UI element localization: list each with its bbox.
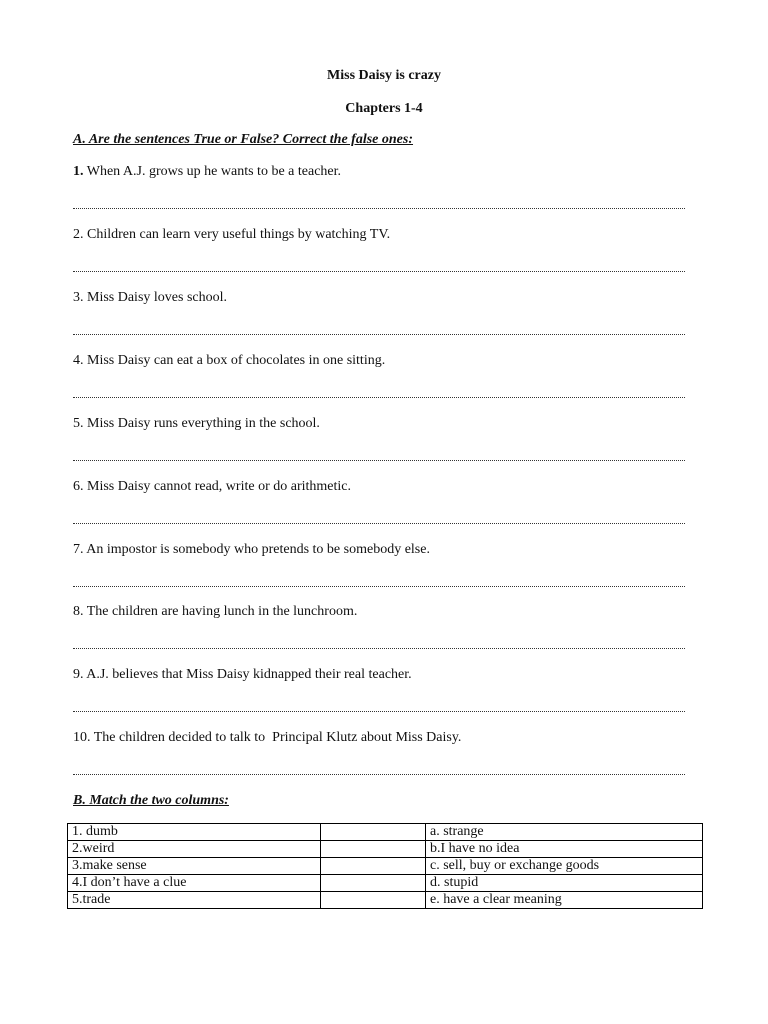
match-term: 4.I don’t have a clue (68, 875, 321, 892)
answer-line-8[interactable] (73, 648, 685, 649)
match-term: 2.weird (68, 841, 321, 858)
table-row (68, 824, 703, 841)
question-1 (73, 164, 341, 180)
question-3 (73, 290, 227, 306)
match-answer-cell[interactable] (321, 858, 426, 875)
match-definition: e. have a clear meaning (426, 892, 703, 909)
question-text: When A.J. grows up he wants to be a teacher. (83, 164, 342, 179)
question-6 (73, 479, 351, 495)
match-definition: c. sell, buy or exchange goods (426, 858, 703, 875)
question-number: 10. (73, 730, 91, 745)
match-answer-cell[interactable] (321, 824, 426, 841)
match-definition: b.I have no idea (426, 841, 703, 858)
table-row (68, 858, 703, 875)
question-2 (73, 227, 390, 243)
question-number: 7. (73, 542, 84, 557)
answer-line-2[interactable] (73, 271, 685, 272)
answer-line-1[interactable] (73, 208, 685, 209)
question-8 (73, 604, 357, 620)
question-number: 5. (73, 416, 84, 431)
table-row (68, 875, 703, 892)
question-4 (73, 353, 385, 369)
question-5 (73, 416, 320, 432)
match-definition: d. stupid (426, 875, 703, 892)
answer-line-3[interactable] (73, 334, 685, 335)
table-row (68, 892, 703, 909)
question-9 (73, 667, 412, 683)
match-answer-cell[interactable] (321, 841, 426, 858)
question-number: 1. (73, 164, 84, 179)
question-10 (73, 730, 461, 746)
question-text: An impostor is somebody who pretends to be somebody else. (83, 542, 430, 557)
question-7 (73, 542, 430, 558)
document-title: Miss Daisy is crazy (327, 68, 441, 83)
answer-line-9[interactable] (73, 711, 685, 712)
answer-line-6[interactable] (73, 523, 685, 524)
answer-line-5[interactable] (73, 460, 685, 461)
match-term: 1. dumb (68, 824, 321, 841)
question-text: Miss Daisy runs everything in the school. (83, 416, 320, 431)
answer-line-4[interactable] (73, 397, 685, 398)
match-term: 5.trade (68, 892, 321, 909)
section-a-heading: A. Are the sentences True or False? Correct the false ones: (73, 132, 414, 147)
match-answer-cell[interactable] (321, 875, 426, 892)
question-number: 2. (73, 227, 84, 242)
question-text: Children can learn very useful things by watching TV. (83, 227, 391, 242)
table-row (68, 841, 703, 858)
question-text: The children are having lunch in the lunchroom. (83, 604, 358, 619)
answer-line-10[interactable] (73, 774, 685, 775)
match-definition: a. strange (426, 824, 703, 841)
question-text: Miss Daisy loves school. (83, 290, 227, 305)
question-number: 6. (73, 479, 84, 494)
question-number: 8. (73, 604, 84, 619)
match-answer-cell[interactable] (321, 892, 426, 909)
question-text: Miss Daisy can eat a box of chocolates in one sitting. (83, 353, 386, 368)
question-text: Miss Daisy cannot read, write or do arithmetic. (83, 479, 351, 494)
section-b-heading: B. Match the two columns: (73, 793, 229, 808)
question-text: A.J. believes that Miss Daisy kidnapped their real teacher. (83, 667, 412, 682)
match-table (67, 823, 703, 909)
answer-line-7[interactable] (73, 586, 685, 587)
question-number: 3. (73, 290, 84, 305)
document-subtitle: Chapters 1-4 (345, 101, 423, 116)
match-term: 3.make sense (68, 858, 321, 875)
question-text: The children decided to talk to Principal Klutz about Miss Daisy. (90, 730, 462, 745)
question-number: 9. (73, 667, 84, 682)
question-number: 4. (73, 353, 84, 368)
